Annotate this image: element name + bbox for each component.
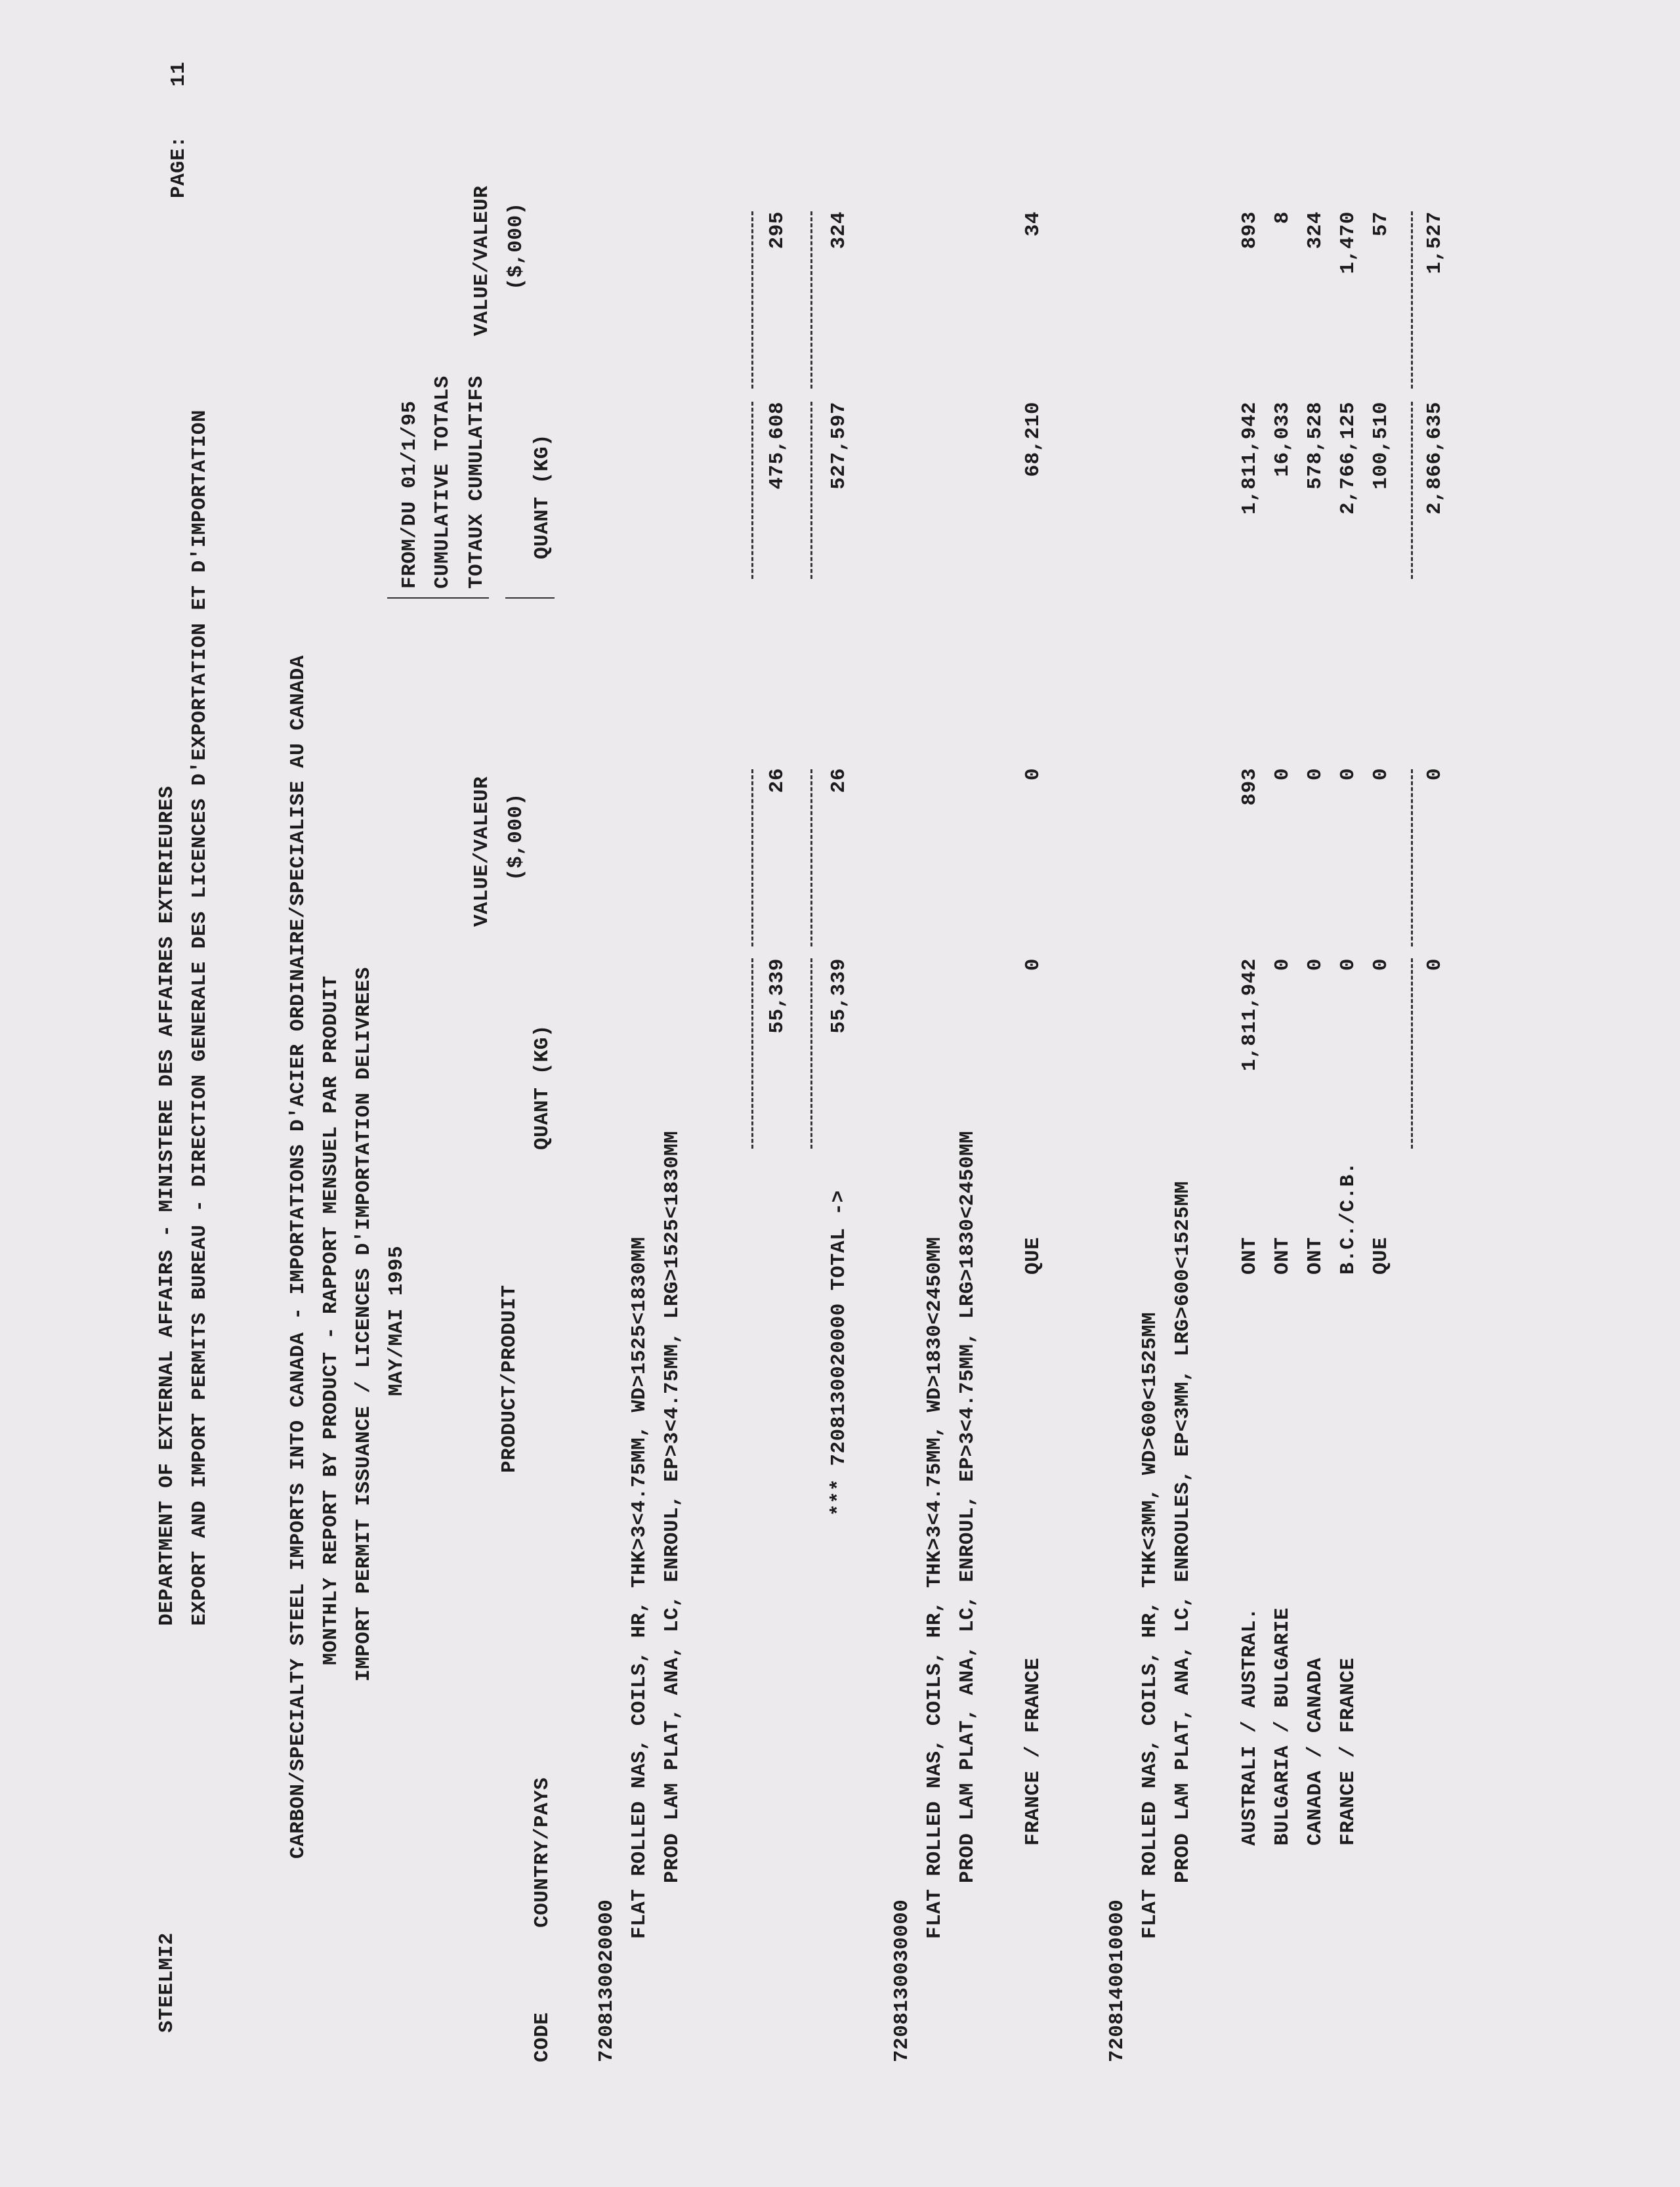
subtotal-quant: 0 [1423,958,1446,971]
product-desc-en: FLAT ROLLED NAS, COILS, HR, THK<3MM, WD>600<1525MM [1139,1311,1162,1939]
cumulative-totals-fr: TOTAUX CUMULATIFS [465,375,488,589]
total-value: 26 [828,768,850,794]
row-value: 893 [1238,768,1261,806]
subtotal-value: 0 [1423,768,1446,781]
product-desc-en: FLAT ROLLED NAS, COILS, HR, THK>3<4.75MM, WD>1525<1830MM [628,1237,651,1939]
row-cum-quant: 16,033 [1271,402,1294,477]
row-quant: 0 [1271,958,1294,971]
product-code: 7208130020000 [595,1899,618,2062]
row-cum-value: 324 [1304,211,1327,249]
subtotal-value: 26 [766,768,789,794]
row-cum-value: 1,470 [1337,211,1360,274]
row-quant: 0 [1022,958,1045,971]
row-country: FRANCE / FRANCE [1337,1657,1360,1846]
cumulative-totals-en: CUMULATIVE TOTALS [431,375,454,589]
report-title: CARBON/SPECIALTY STEEL IMPORTS INTO CANADA - IMPORTATIONS D'ACIER ORDINAIRE/SPECIALISE AU CANADA [287,655,310,1859]
report-subtitle-2: IMPORT PERMIT ISSUANCE / LICENCES D'IMPORTATION DELIVREES [352,967,375,1682]
row-country: FRANCE / FRANCE [1022,1657,1045,1846]
row-cum-quant: 2,766,125 [1337,402,1360,515]
quant-column-header: QUANT (KG) [531,1024,554,1150]
product-desc-fr: PROD LAM PLAT, ANA, LC, ENROULES, EP<3MM, LRG>600<1525MM [1171,1181,1194,1883]
product-desc-fr: PROD LAM PLAT, ANA, LC, ENROUL, EP>3<4.75MM, LRG>1830<2450MM [956,1130,979,1883]
separator-dash [1411,402,1413,579]
row-cum-value: 893 [1238,211,1261,249]
row-cum-quant: 1,811,942 [1238,402,1261,515]
cum-value-header-line2: ($,000) [505,202,528,290]
product-desc-en: FLAT ROLLED NAS, COILS, HR, THK>3<4.75MM, WD>1830<2450MM [923,1237,946,1939]
cumulative-divider-top [387,597,489,599]
separator-dash [810,769,812,946]
code-column-header: CODE [531,2012,554,2062]
row-country: BULGARIA / BULGARIE [1271,1607,1294,1846]
row-cum-value: 57 [1370,211,1393,237]
row-value: 0 [1022,768,1045,781]
row-cum-quant: 68,210 [1022,402,1045,477]
row-value: 0 [1337,768,1360,781]
separator-dash [1411,958,1413,1149]
cumulative-from: FROM/DU 01/1/95 [398,400,421,589]
row-cum-value: 8 [1271,211,1294,224]
total-cum-quant: 527,597 [828,402,850,490]
subtotal-quant: 55,339 [766,958,789,1034]
row-quant: 1,811,942 [1238,958,1261,1071]
page-number: 11 [167,61,190,87]
total-label: *** 7208130020000 TOTAL -> [828,1190,850,1516]
separator-dash [810,211,812,389]
separator-dash [751,402,753,579]
separator-dash [1411,769,1413,946]
row-quant: 0 [1337,958,1360,971]
product-code: 7208140010000 [1106,1899,1129,2062]
subtotal-cum-quant: 2,866,635 [1423,402,1446,515]
department-line-1: DEPARTMENT OF EXTERNAL AFFAIRS - MINISTERE DES AFFAIRES EXTERIEURES [156,786,178,1626]
row-value: 0 [1370,768,1393,781]
row-cum-quant: 100,510 [1370,402,1393,490]
cum-quant-column-header: QUANT (KG) [531,433,554,559]
total-cum-value: 324 [828,211,850,249]
row-cum-quant: 578,528 [1304,402,1327,490]
cum-value-header-line1: VALUE/VALEUR [471,185,494,336]
total-quant: 55,339 [828,958,850,1034]
row-value: 0 [1304,768,1327,781]
separator-dash [751,769,753,946]
page-label: PAGE: [167,135,190,198]
row-quant: 0 [1370,958,1393,971]
separator-dash [751,958,753,1149]
row-quant: 0 [1304,958,1327,971]
subtotal-cum-value: 295 [766,211,789,249]
row-value: 0 [1271,768,1294,781]
row-port: ONT [1271,1237,1294,1275]
separator-dash [810,402,812,579]
row-country: CANADA / CANADA [1304,1657,1327,1846]
cumulative-divider-bottom [505,597,555,599]
separator-dash [751,211,753,389]
row-port: B.C./C.B. [1337,1162,1360,1275]
row-port: QUE [1370,1237,1393,1275]
product-column-header: PRODUCT/PRODUIT [498,1285,521,1473]
report-id: STEELMI2 [156,1932,178,2033]
row-cum-value: 34 [1022,211,1045,237]
row-port: ONT [1238,1237,1261,1275]
row-country: AUSTRALI / AUSTRAL. [1238,1607,1261,1846]
report-subtitle: MONTHLY REPORT BY PRODUCT - RAPPORT MENSUEL PAR PRODUIT [320,975,343,1665]
department-line-2: EXPORT AND IMPORT PERMITS BUREAU - DIRECTION GENERALE DES LICENCES D'EXPORTATION ET D'IMPORTATION [188,410,211,1626]
subtotal-cum-value: 1,527 [1423,211,1446,274]
subtotal-cum-quant: 475,608 [766,402,789,490]
product-desc-fr: PROD LAM PLAT, ANA, LC, ENROUL, EP>3<4.75MM, LRG>1525<1830MM [661,1130,684,1883]
country-column-header: COUNTRY/PAYS [531,1777,554,1928]
product-code: 7208130030000 [891,1899,914,2062]
value-header-line1: VALUE/VALEUR [471,776,494,927]
value-header-line2: ($,000) [505,793,528,881]
row-port: QUE [1022,1237,1045,1275]
row-port: ONT [1304,1237,1327,1275]
separator-dash [1411,211,1413,389]
separator-dash [810,958,812,1149]
report-period: MAY/MAI 1995 [385,1245,408,1396]
